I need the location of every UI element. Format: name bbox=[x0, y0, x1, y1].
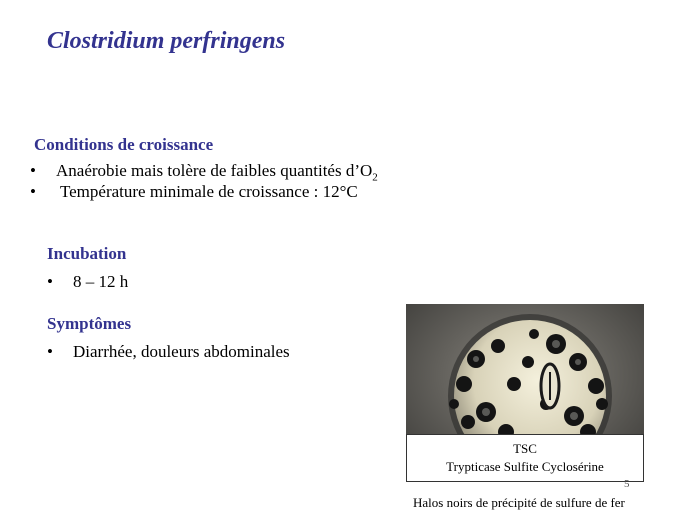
incubation-item-1 bbox=[47, 272, 128, 292]
page-number: 5 bbox=[624, 478, 630, 490]
slide-title: Clostridium perfringens bbox=[47, 28, 286, 54]
symptomes-item-1-text: Diarrhée, douleurs abdominales bbox=[73, 342, 290, 361]
bullet-icon: • bbox=[30, 161, 36, 180]
subscript-two: 2 bbox=[372, 171, 378, 184]
symptomes-item-1 bbox=[47, 342, 290, 362]
conditions-item-1-text: Anaérobie mais tolère de faibles quantités d’O bbox=[56, 161, 373, 180]
symptomes-heading: Symptômes bbox=[47, 314, 132, 333]
photo-caption-box bbox=[406, 434, 644, 482]
bottom-caption: Halos noirs de précipité de sulfure de fer bbox=[413, 495, 625, 510]
conditions-item-1 bbox=[30, 161, 378, 183]
bullet-icon: • bbox=[47, 272, 53, 291]
conditions-heading: Conditions de croissance bbox=[34, 135, 214, 154]
caption-line-1: TSC bbox=[513, 441, 537, 456]
incubation-item-1-text: 8 – 12 h bbox=[73, 272, 129, 291]
bullet-icon: • bbox=[30, 182, 36, 201]
conditions-item-2 bbox=[30, 182, 358, 202]
incubation-heading: Incubation bbox=[47, 244, 127, 263]
conditions-item-2-text: Température minimale de croissance : 12°C bbox=[56, 182, 358, 201]
caption-line-2: Trypticase Sulfite Cyclosérine bbox=[446, 459, 604, 474]
bullet-icon: • bbox=[47, 342, 53, 361]
